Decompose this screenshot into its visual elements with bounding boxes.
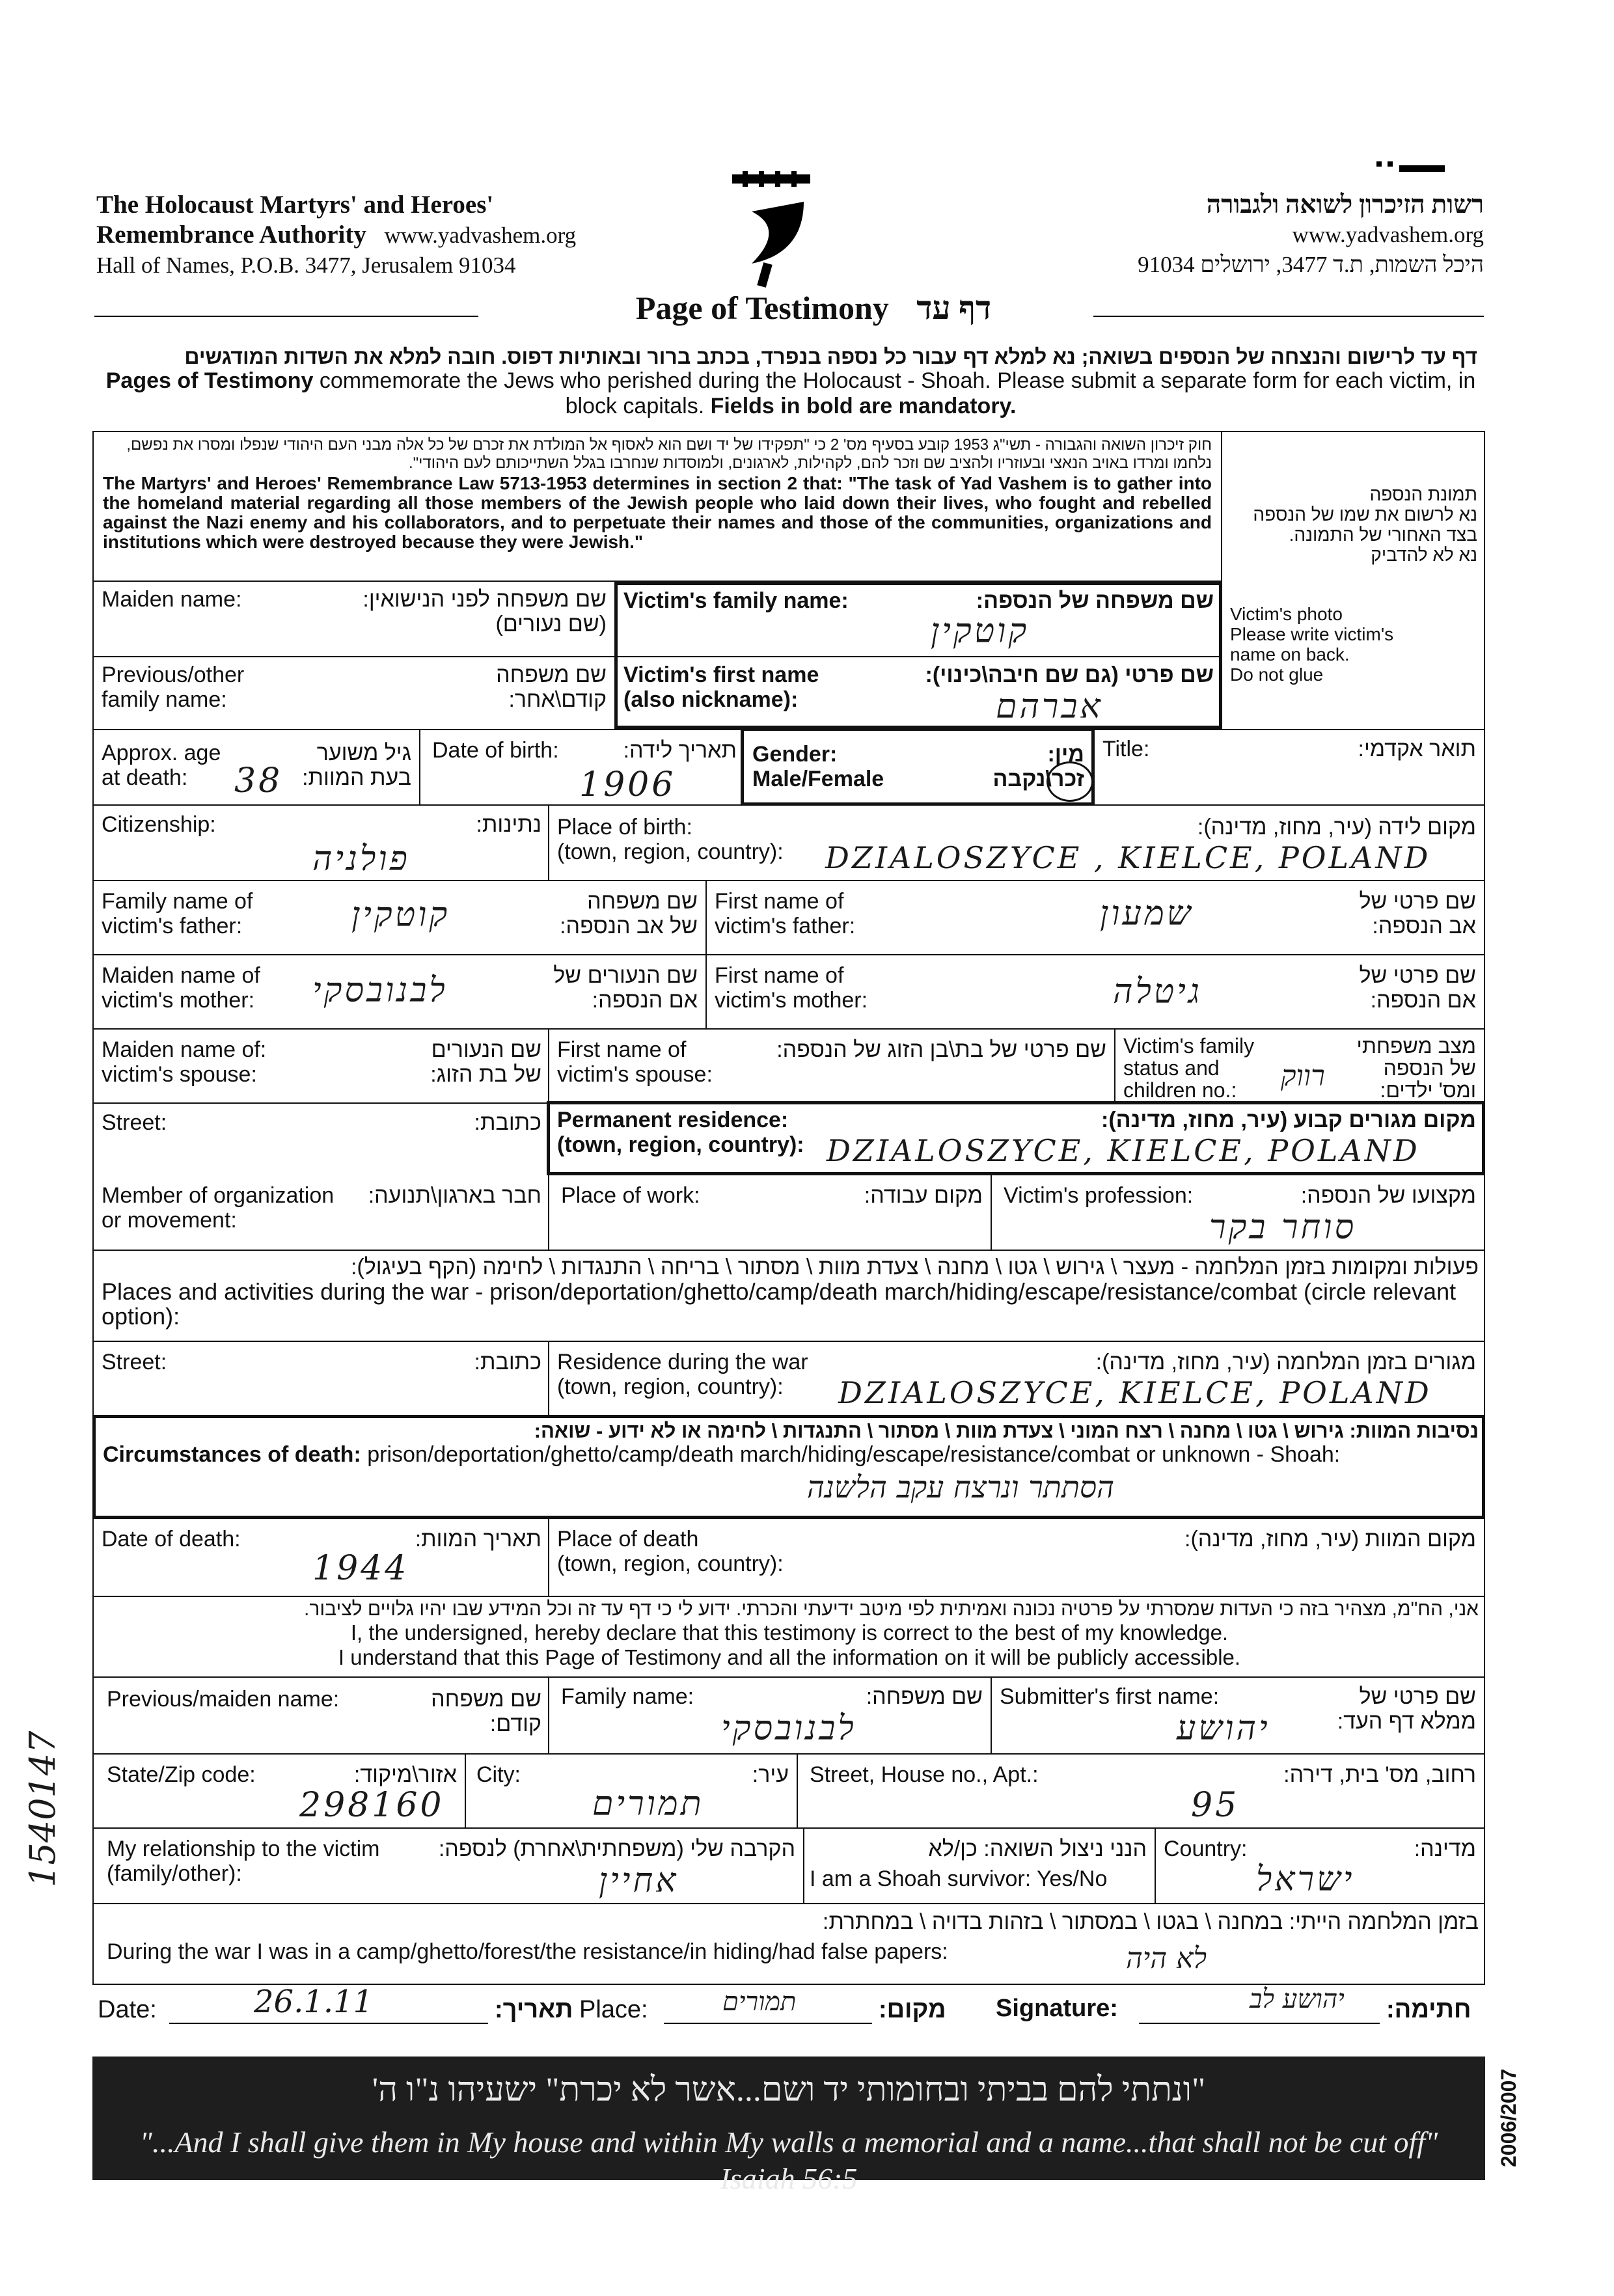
form-version	[1497, 2068, 1523, 2193]
yad-vashem-logo-icon	[706, 166, 836, 290]
dob-field[interactable]	[423, 731, 742, 803]
title-label-he: תואר אקדמי:	[1358, 737, 1476, 761]
logo-mark-top-right	[1373, 161, 1451, 174]
submitter-first-name-field[interactable]	[994, 1679, 1481, 1751]
father-family-label-en: Family name of victim's father:	[102, 889, 253, 938]
law-section	[98, 433, 1217, 578]
archive-number	[22, 1730, 74, 1913]
gender-male-circle	[1046, 761, 1093, 802]
family-status-field[interactable]	[1118, 1031, 1481, 1101]
submitter-previous-label-he: שם משפחה קודם:	[431, 1687, 541, 1736]
photo-instructions-en: Victim's photo Please write victim's name on back. Do not glue	[1230, 604, 1394, 685]
org-name-he	[963, 190, 1484, 280]
victim-first-name-label-he: שם פרטי (גם שם חיבה\כינוי):	[925, 663, 1214, 687]
victim-family-name-value: קוטקין	[931, 612, 1030, 651]
relationship-value: אחיין	[599, 1861, 679, 1900]
submitter-war-field[interactable]	[98, 1906, 1481, 1982]
mother-maiden-name-field[interactable]	[98, 957, 703, 1027]
organization-field[interactable]	[98, 1178, 547, 1247]
col-rule	[548, 1341, 549, 1416]
permanent-residence-label-he: מקום מגורים קבוע (עיר, מחוז, מדינה):	[1101, 1108, 1476, 1132]
intro-en-text: commemorate the Jews who perished during the Holocaust - Shoah. Please submit a separate form for each victim, in block capitals.	[313, 368, 1476, 418]
org-name-en-line2: Remembrance Authority	[96, 221, 366, 249]
footer-fields-row	[98, 1984, 1484, 2030]
col-rule	[419, 729, 420, 804]
organization-label-he: חבר בארגון\תנועה:	[368, 1183, 541, 1208]
col-rule	[1114, 1028, 1115, 1102]
war-street-field[interactable]	[98, 1343, 547, 1414]
org-address-he: היכל השמות, ת.ד 3477, ירושלים 91034	[1138, 252, 1484, 277]
previous-name-field[interactable]	[98, 659, 612, 726]
war-activities-label-en: Places and activities during the war - prison/deportation/ghetto/camp/death march/hiding/escape/resistance/combat (circle relevant option):	[102, 1278, 1457, 1330]
previous-name-label-he: שם משפחה קודם\אחר:	[496, 663, 607, 712]
spouse-maiden-label-he: שם הנעורים של בת הזוג:	[430, 1037, 541, 1087]
circumstances-label-he: נסיבות המוות: גירוש \ גטו \ מחנה \ רצח המוני \ צעדת מוות \ מסתור \ התנגדות \ לחימה או לא ידוע - שואה:	[534, 1419, 1479, 1442]
photo-instructions-he: תמונת הנספה נא לרשום את שמו של הנספה בצד האחורי של התמונה. נא לא להדביק	[1253, 484, 1477, 565]
country-label-he: מדינה:	[1414, 1837, 1476, 1861]
gender-label-he: מין: זכר\נקבה	[992, 742, 1084, 791]
date-of-death-field[interactable]	[98, 1522, 547, 1593]
relationship-field[interactable]	[98, 1830, 800, 1902]
survivor-field[interactable]	[807, 1830, 1152, 1902]
yad-vashem-logo	[706, 166, 836, 290]
logo-mark-icon	[1373, 161, 1451, 174]
place-field[interactable]	[664, 1987, 872, 2024]
col-rule	[803, 1827, 804, 1903]
age-field[interactable]	[98, 731, 417, 803]
permanent-residence-field[interactable]	[553, 1106, 1480, 1171]
title-field[interactable]	[1097, 731, 1481, 803]
family-status-value: רווק	[1281, 1059, 1325, 1093]
profession-label-en: Victim's profession:	[1004, 1183, 1194, 1208]
declaration-he: אני, הח"מ, מצהיר בזה כי העדות שמסרתי על פרטיה נכונה ואמיתית לפי מיטב ידיעתי והכרתי. ידוע לי כי דף עד זה וכל המידע שבו יהיו גלויים לציבור.	[304, 1598, 1479, 1620]
father-first-value: שמעון	[1100, 894, 1194, 933]
mother-first-name-field[interactable]	[709, 957, 1481, 1027]
row-rule	[92, 1341, 1485, 1342]
relationship-label-en: My relationship to the victim (family/other):	[107, 1837, 380, 1886]
quote-en: "...And I shall give them in My house and within My walls a memorial and a name...that shall not be cut off" Isaiah 56:5	[139, 2125, 1438, 2195]
place-value: תמורים	[722, 1987, 797, 2017]
war-residence-field[interactable]	[552, 1343, 1481, 1414]
date-label-he: תאריך:	[495, 1996, 573, 2023]
title-rule-right	[1093, 316, 1484, 317]
mother-first-value: גיטלה	[1113, 972, 1202, 1011]
signature-field[interactable]	[1139, 1984, 1380, 2024]
archive-number-text: 1540147	[22, 1730, 63, 1887]
dob-value: 1906	[579, 765, 676, 804]
submitter-first-label-he: שם פרטי של ממלא דף העד:	[1337, 1684, 1476, 1734]
col-rule	[548, 1676, 549, 1753]
war-residence-value: DZIALOSZYCE, KIELCE, POLAND	[838, 1375, 1432, 1410]
city-field[interactable]	[469, 1756, 794, 1826]
circumstances-label-en-row	[99, 1442, 1479, 1467]
row-rule	[92, 1596, 1485, 1597]
father-first-name-field[interactable]	[709, 882, 1481, 953]
row-rule	[92, 954, 1485, 955]
submitter-family-name-field[interactable]	[552, 1679, 988, 1751]
row-rule	[92, 880, 1485, 881]
previous-name-label-en: Previous/other family name:	[102, 663, 245, 712]
col-rule	[548, 1519, 549, 1596]
father-family-name-field[interactable]	[98, 882, 703, 953]
gender-field[interactable]	[746, 733, 1091, 802]
row-rule	[92, 1827, 1485, 1829]
place-label-he: מקום:	[879, 1996, 946, 2023]
place-of-death-field[interactable]	[552, 1522, 1481, 1593]
signature-value: יהושע לב	[1250, 1984, 1345, 2014]
profession-value: סוחר בקר	[1209, 1208, 1357, 1247]
col-rule	[991, 1676, 992, 1753]
maiden-name-field[interactable]	[98, 583, 612, 655]
citizenship-label-he: נתינות:	[476, 812, 541, 837]
title-rule-left	[94, 316, 478, 317]
mother-first-label-he: שם פרטי של אם הנספה:	[1359, 963, 1476, 1013]
citizenship-value: פולניה	[312, 840, 410, 879]
age-value: 38	[234, 761, 283, 800]
age-label-en: Approx. age at death:	[102, 741, 221, 790]
father-family-label-he: שם משפחה של אב הנספה:	[560, 889, 698, 938]
survivor-label-en: I am a Shoah survivor: Yes/No	[810, 1866, 1108, 1891]
col-rule	[797, 1753, 798, 1827]
date-label-en: Date:	[98, 1996, 157, 2023]
victim-first-name-label-en: Victim's first name (also nickname):	[623, 663, 819, 712]
intro-he: דף עד לרישום והנצחה של הנספים בשואה; נא למלא דף עבור כל נספה בנפרד, בכתב ברור ובאותיות דפוס. חובה למלא את השדות המודגשים	[184, 345, 1477, 368]
submitter-previous-name-field[interactable]	[98, 1679, 547, 1751]
signature-label-en: Signature:	[996, 1995, 1118, 2022]
victim-family-name-label-en: Victim's family name:	[623, 588, 849, 613]
victim-first-name-field[interactable]	[618, 659, 1220, 726]
mother-maiden-label-en: Maiden name of victim's mother:	[102, 963, 260, 1013]
war-residence-label-he: מגורים בזמן המלחמה (עיר, מחוז, מדינה):	[1095, 1350, 1476, 1374]
col-rule	[548, 1028, 549, 1102]
street-field[interactable]	[98, 1105, 547, 1174]
age-label-he: גיל משוער בעת המוות:	[302, 741, 411, 790]
org-url-en: www.yadvashem.org	[384, 223, 577, 248]
dob-label-he: תאריך לידה:	[623, 738, 737, 763]
page-title-he: דף עד	[916, 290, 992, 326]
war-activities-field[interactable]	[98, 1252, 1481, 1338]
gender-label-en: Gender: Male/Female	[752, 742, 884, 791]
org-address-en: Hall of Names, P.O.B. 3477, Jerusalem 91034	[96, 253, 516, 278]
quote-banner	[92, 2057, 1485, 2195]
org-name-en-line1: The Holocaust Martyrs' and Heroes'	[96, 191, 494, 219]
submitter-street-value: 95	[1191, 1786, 1240, 1825]
submitter-street-field[interactable]	[800, 1756, 1481, 1826]
spouse-first-name-field[interactable]	[552, 1031, 1112, 1101]
col-rule	[991, 1175, 992, 1250]
submitter-family-label-he: שם משפחה:	[866, 1684, 983, 1709]
zip-label-en: State/Zip code:	[107, 1762, 256, 1787]
family-status-label-en: Victim's family status and children no.:	[1123, 1034, 1255, 1102]
submitter-first-value: יהושע	[1177, 1709, 1270, 1748]
place-of-work-field[interactable]	[552, 1178, 988, 1247]
zip-label-he: אזור\מיקוד:	[353, 1762, 457, 1787]
date-of-death-label-en: Date of death:	[102, 1527, 241, 1551]
declaration-en-1: I, the undersigned, hereby declare that this testimony is correct to the best of my knowledge.	[350, 1620, 1229, 1645]
col-rule	[548, 804, 549, 880]
place-label-en: Place:	[579, 1996, 648, 2023]
declaration	[98, 1598, 1481, 1674]
date-of-death-value: 1944	[312, 1549, 409, 1588]
permanent-residence-value: DZIALOSZYCE, KIELCE, POLAND	[827, 1133, 1420, 1168]
city-label-he: עיר:	[752, 1762, 789, 1787]
signature-label-he: חתימה:	[1386, 1996, 1471, 2023]
permanent-residence-label-en: Permanent residence: (town, region, country):	[557, 1108, 804, 1157]
circumstances-field[interactable]	[99, 1420, 1479, 1515]
submitter-war-label-he: בזמן המלחמה הייתי: במחנה \ בגטו \ במסתור \ בזהות בדויה \ במחתרת:	[822, 1909, 1479, 1934]
mother-maiden-label-he: שם הנעורים של אם הנספה:	[553, 963, 698, 1013]
row-rule	[92, 1250, 1485, 1251]
dob-label-en: Date of birth:	[432, 738, 559, 763]
country-value: ישראל	[1256, 1860, 1355, 1899]
page-title-en: Page of Testimony	[635, 290, 889, 326]
victim-family-name-label-he: שם משפחה של הנספה:	[976, 588, 1214, 613]
maiden-name-label-he: שם משפחה לפני הנישואין: (שם נעורים)	[362, 587, 607, 636]
city-value: תמורים	[592, 1784, 704, 1824]
father-first-label-he: שם פרטי של אב הנספה:	[1359, 889, 1476, 938]
row-rule	[92, 1676, 1485, 1678]
mother-first-label-en: First name of victim's mother:	[715, 963, 868, 1013]
birthplace-label-en: Place of birth: (town, region, country):	[557, 815, 784, 864]
org-name-en-line2-row	[96, 220, 617, 251]
col-rule	[548, 1175, 549, 1250]
submitter-street-label-en: Street, House no., Apt.:	[810, 1762, 1039, 1787]
circumstances-label-en-bold: Circumstances of death:	[103, 1442, 361, 1467]
col-rule	[1155, 1827, 1156, 1903]
spouse-first-label-en: First name of victim's spouse:	[557, 1037, 713, 1087]
org-name-en	[96, 190, 617, 280]
place-of-work-label-en: Place of work:	[561, 1183, 700, 1208]
place-of-death-label-he: מקום המוות (עיר, מחוז, מדינה):	[1184, 1527, 1476, 1551]
page-title	[566, 290, 1061, 326]
birthplace-value: DZIALOSZYCE , KIELCE, POLAND	[825, 840, 1431, 875]
law-text-en: The Martyrs' and Heroes' Remembrance Law 5713-1953 determines in section 2 that: "The task of Yad Vashem is to gather into the homeland material regarding all those members of the Jewish people who laid down their lives, who fought and rebelled against the Nazi enemy and his collaborators, and to perpetuate their names and those of the communities, organizations and institutions which were destroyed because they were Jewish."	[103, 473, 1212, 552]
survivor-label-he: הנני ניצול השואה: כן/לא	[928, 1837, 1147, 1861]
profession-label-he: מקצועו של הנספה:	[1300, 1183, 1476, 1208]
city-label-en: City:	[476, 1762, 521, 1787]
country-field[interactable]	[1158, 1830, 1481, 1902]
organization-label-en: Member of organization or movement:	[102, 1183, 335, 1233]
mother-maiden-value: לבנובסקי	[312, 971, 448, 1010]
intro-en-mandatory: Fields in bold are mandatory.	[710, 394, 1017, 418]
law-text-he: חוק זיכרון השואה והגבורה - תשי"ג 1953 קובע בסעיף מס' 2 כי "תפקידו של יד ושם הוא לאסוף אל המולדת את זכרם של כל אלה מבני העם היהודי שנפלו ומסרו את נפשם, נלחמו ומרדו באויב הנאצי ובעוזריו ולהציב שם וזכר להם, לקהילות, לארגונים, ולמוסדות שנחרבו בגלל השתייכותם לעם היהודי".	[126, 436, 1212, 472]
country-label-en: Country:	[1164, 1837, 1248, 1861]
street-label-he: כתובת:	[474, 1110, 541, 1135]
date-value: 26.1.11	[254, 1984, 374, 2020]
col-rule	[614, 581, 616, 730]
org-name-he-line: רשות הזיכרון לשואה ולגבורה	[1206, 191, 1484, 219]
war-residence-label-en: Residence during the war (town, region, country):	[557, 1350, 808, 1399]
date-of-death-label-he: תאריך המוות:	[415, 1527, 541, 1551]
spouse-maiden-name-field[interactable]	[98, 1031, 547, 1101]
row-rule	[92, 804, 1485, 806]
date-field[interactable]	[169, 1984, 488, 2024]
father-first-label-en: First name of victim's father:	[715, 889, 856, 938]
citizenship-label-en: Citizenship:	[102, 812, 216, 837]
father-family-value: קוטקין	[351, 895, 450, 935]
photo-area[interactable]	[1224, 433, 1484, 720]
submitter-previous-label-en: Previous/maiden name:	[107, 1687, 340, 1712]
victim-first-name-value: אברהם	[996, 687, 1103, 726]
submitter-first-label-en: Submitter's first name:	[1000, 1684, 1220, 1709]
place-of-death-label-en: Place of death (town, region, country):	[557, 1527, 784, 1576]
intro-en-bold: Pages of Testimony	[105, 368, 314, 393]
submitter-family-value: לבנובסקי	[721, 1709, 856, 1748]
family-status-label-he: מצב משפחתי של הנספה ומס' ילדים:	[1356, 1034, 1476, 1102]
profession-field[interactable]	[994, 1178, 1481, 1247]
submitter-family-label-en: Family name:	[561, 1684, 694, 1709]
birthplace-field[interactable]	[552, 807, 1481, 879]
birthplace-label-he: מקום לידה (עיר, מחוז, מדינה):	[1197, 815, 1476, 840]
war-activities-label-he: פעולות ומקומות בזמן המלחמה - מעצר \ גירוש \ גטו \ מחנה \ צעדת מוות \ מסתור \ בריחה \ התנגדות \ לחימה (הקף בעיגול):	[350, 1255, 1479, 1279]
submitter-street-label-he: רחוב, מס' בית, דירה:	[1283, 1762, 1476, 1787]
circumstances-label-en: prison/deportation/ghetto/camp/death march/hiding/escape/resistance/combat or unknown - Shoah:	[361, 1442, 1341, 1467]
title-label-en: Title:	[1102, 737, 1150, 761]
row-rule	[92, 1028, 1485, 1030]
submitter-war-value: לא היה	[1126, 1942, 1207, 1975]
victim-family-name-field[interactable]	[618, 584, 1220, 655]
war-street-label-en: Street:	[102, 1350, 167, 1374]
quote-he: "ונתתי להם בביתי ובחומותי יד ושם...אשר לא יכרת" ישעיהו נ"ו ה'	[372, 2071, 1206, 2109]
zip-field[interactable]	[98, 1756, 462, 1826]
zip-value: 298160	[299, 1786, 445, 1825]
row-rule	[92, 656, 1222, 657]
spouse-maiden-label-en: Maiden name of: victim's spouse:	[102, 1037, 267, 1087]
relationship-label-he: הקרבה שלי (משפחתית\אחרת) לנספה:	[438, 1837, 795, 1861]
declaration-en-2: I understand that this Page of Testimony and all the information on it will be publicly accessible.	[338, 1645, 1241, 1669]
street-label-en: Street:	[102, 1110, 167, 1135]
submitter-war-label-en: During the war I was in a camp/ghetto/forest/the resistance/in hiding/had false papers:	[107, 1939, 948, 1964]
circumstances-value: הסתתר ונרצח עקב הלשנה	[806, 1469, 1114, 1505]
spouse-first-label-he: שם פרטי של בת\בן הזוג של הנספה:	[776, 1037, 1106, 1062]
row-rule	[92, 1753, 1485, 1755]
citizenship-field[interactable]	[98, 807, 547, 879]
place-of-work-label-he: מקום עבודה:	[864, 1183, 983, 1208]
col-rule	[465, 1753, 466, 1827]
form-version-text: 2006/2007	[1497, 2068, 1520, 2167]
org-url-he: www.yadvashem.org	[1292, 222, 1484, 247]
maiden-name-label-en: Maiden name:	[102, 587, 242, 612]
war-street-label-he: כתובת:	[474, 1350, 541, 1374]
intro-en	[98, 368, 1484, 419]
row-rule	[92, 1903, 1485, 1904]
